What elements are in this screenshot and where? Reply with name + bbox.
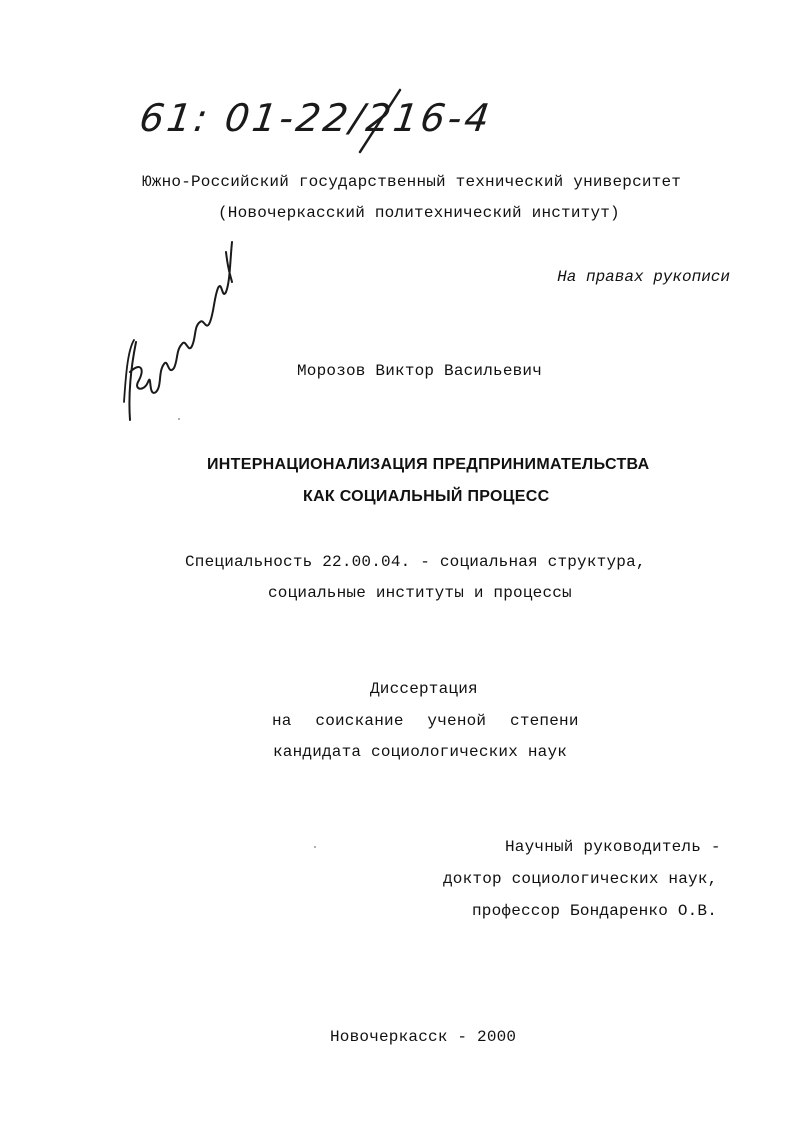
supervisor-name: профессор Бондаренко О.В. — [472, 902, 718, 920]
archive-code-slash-stroke — [352, 80, 492, 160]
scan-speck — [178, 418, 180, 420]
handwritten-signature — [118, 222, 248, 432]
author-name: Морозов Виктор Васильевич — [297, 362, 543, 380]
dissertation-title-line-2: КАК СОЦИАЛЬНЫЙ ПРОЦЕСС — [303, 488, 550, 505]
specialty-line-2: социальные институты и процессы — [268, 584, 572, 602]
specialty-line-1: Специальность 22.00.04. - социальная структура, — [185, 553, 646, 571]
scan-speck — [314, 846, 316, 848]
degree-purpose: на соискание ученой степени — [272, 712, 579, 730]
manuscript-note: На правах рукописи — [557, 268, 730, 286]
university-name: Южно-Российский государственный технический университет — [142, 173, 682, 191]
university-former-name: (Новочеркасский политехнический институт) — [218, 204, 620, 222]
degree-name: кандидата социологических наук — [273, 743, 568, 761]
archive-code: 61: 01-22/216-4 — [136, 96, 495, 140]
supervisor-degree: доктор социологических наук, — [443, 870, 718, 888]
dissertation-title-line-1: ИНТЕРНАЦИОНАЛИЗАЦИЯ ПРЕДПРИНИМАТЕЛЬСТВА — [207, 456, 650, 473]
city-year: Новочеркасск - 2000 — [330, 1028, 517, 1046]
dissertation-label: Диссертация — [370, 680, 478, 698]
supervisor-label: Научный руководитель - — [505, 838, 721, 856]
